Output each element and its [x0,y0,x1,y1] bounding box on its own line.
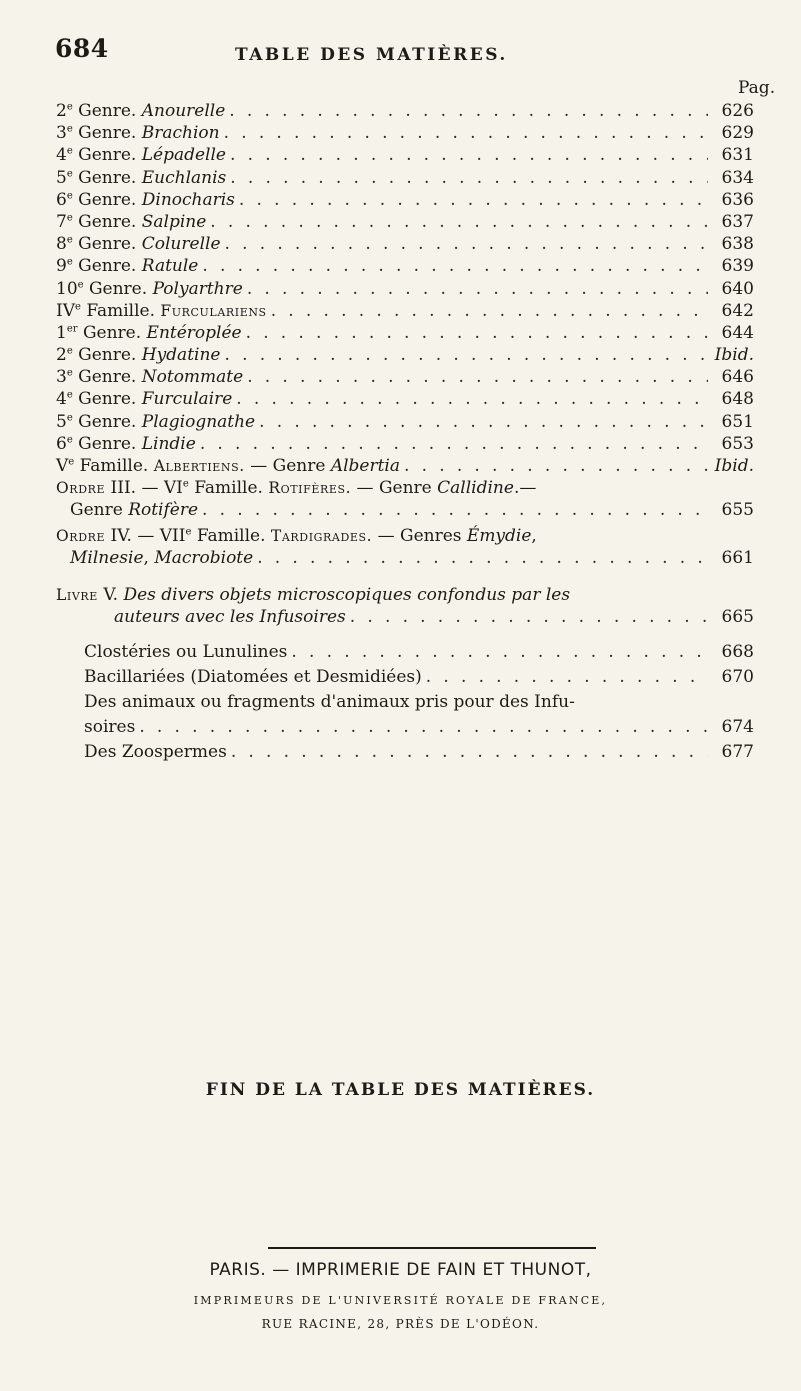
toc-order-entry-cont: Genre Rotifère . . . 655 [56,499,754,521]
toc-entry: 7e Genre. Salpine . . . 637 [56,211,754,233]
toc-entry: 9e Genre. Ratule . . . 639 [56,255,754,277]
toc-entry: 10e Genre. Polyarthre . . . 640 [56,278,754,300]
toc-order-entry-cont: Milnesie, Macrobiote . . . 661 [56,547,754,569]
toc-entry: 4e Genre. Lépadelle . . . 631 [56,144,754,166]
toc-entry: 6e Genre. Dinocharis . . . 636 [56,189,754,211]
imprint-line: RUE RACINE, 28, PRÈS DE L'ODÉON. [261,1317,540,1331]
toc-entry-cont: soires . . . 674 [56,715,754,740]
toc-book-entry-cont: auteurs avec les Infusoires . . . 665 [56,606,754,628]
toc-entry: 8e Genre. Colurelle . . . 638 [56,233,754,255]
toc-book-entry: Livre V. Des divers objets microscopiques confondus par les [56,584,571,605]
toc-entry: Clostéries ou Lunulines . . . 668 [56,640,754,665]
toc-entry: 2e Genre. Hydatine . . . Ibid. [56,344,754,366]
toc-entry: 1er Genre. Entéroplée . . . 644 [56,322,754,344]
toc-family-entry: Ve Famille. Albertiens. — Genre Albertia . . . Ibid. [56,455,754,477]
imprint-line: IMPRIMEURS DE L'UNIVERSITÉ ROYALE DE FRANCE, [193,1294,608,1307]
toc-order-entry: Ordre III. — VIe Famille. Rotifères. — Genre Callidine.— [56,478,537,499]
end-of-table: FIN DE LA TABLE DES MATIÈRES. [205,1080,596,1100]
toc-entry: 5e Genre. Plagiognathe . . . 651 [56,411,754,433]
toc-entry: 3e Genre. Brachion . . . 629 [56,122,754,144]
toc-entry: Bacillariées (Diatomées et Desmidiées) . . . 670 [56,665,754,690]
divider [268,1247,596,1249]
toc-family-entry: IVe Famille. Furculariens . . . 642 [56,300,754,322]
toc-entry: Des animaux ou fragments d'animaux pris pour des Infu- [84,692,575,713]
toc-entry: 6e Genre. Lindie . . . 653 [56,433,754,455]
toc-entry: 2e Genre. Anourelle . . . 626 [56,100,754,122]
imprint-line: PARIS. — IMPRIMERIE DE FAIN ET THUNOT, [209,1260,592,1280]
toc-entry: 3e Genre. Notommate . . . 646 [56,366,754,388]
page-number: 684 [55,34,109,63]
running-title: TABLE DES MATIÈRES. [235,45,508,65]
toc-entry: 4e Genre. Furculaire . . . 648 [56,388,754,410]
toc-order-entry: Ordre IV. — VIIe Famille. Tardigrades. — Genres Émydie, [56,525,537,546]
table-of-contents [56,100,754,765]
pag-column-label: Pag. [738,78,776,98]
toc-entry: 5e Genre. Euchlanis . . . 634 [56,167,754,189]
toc-entry: Des Zoospermes . . . 677 [56,740,754,765]
